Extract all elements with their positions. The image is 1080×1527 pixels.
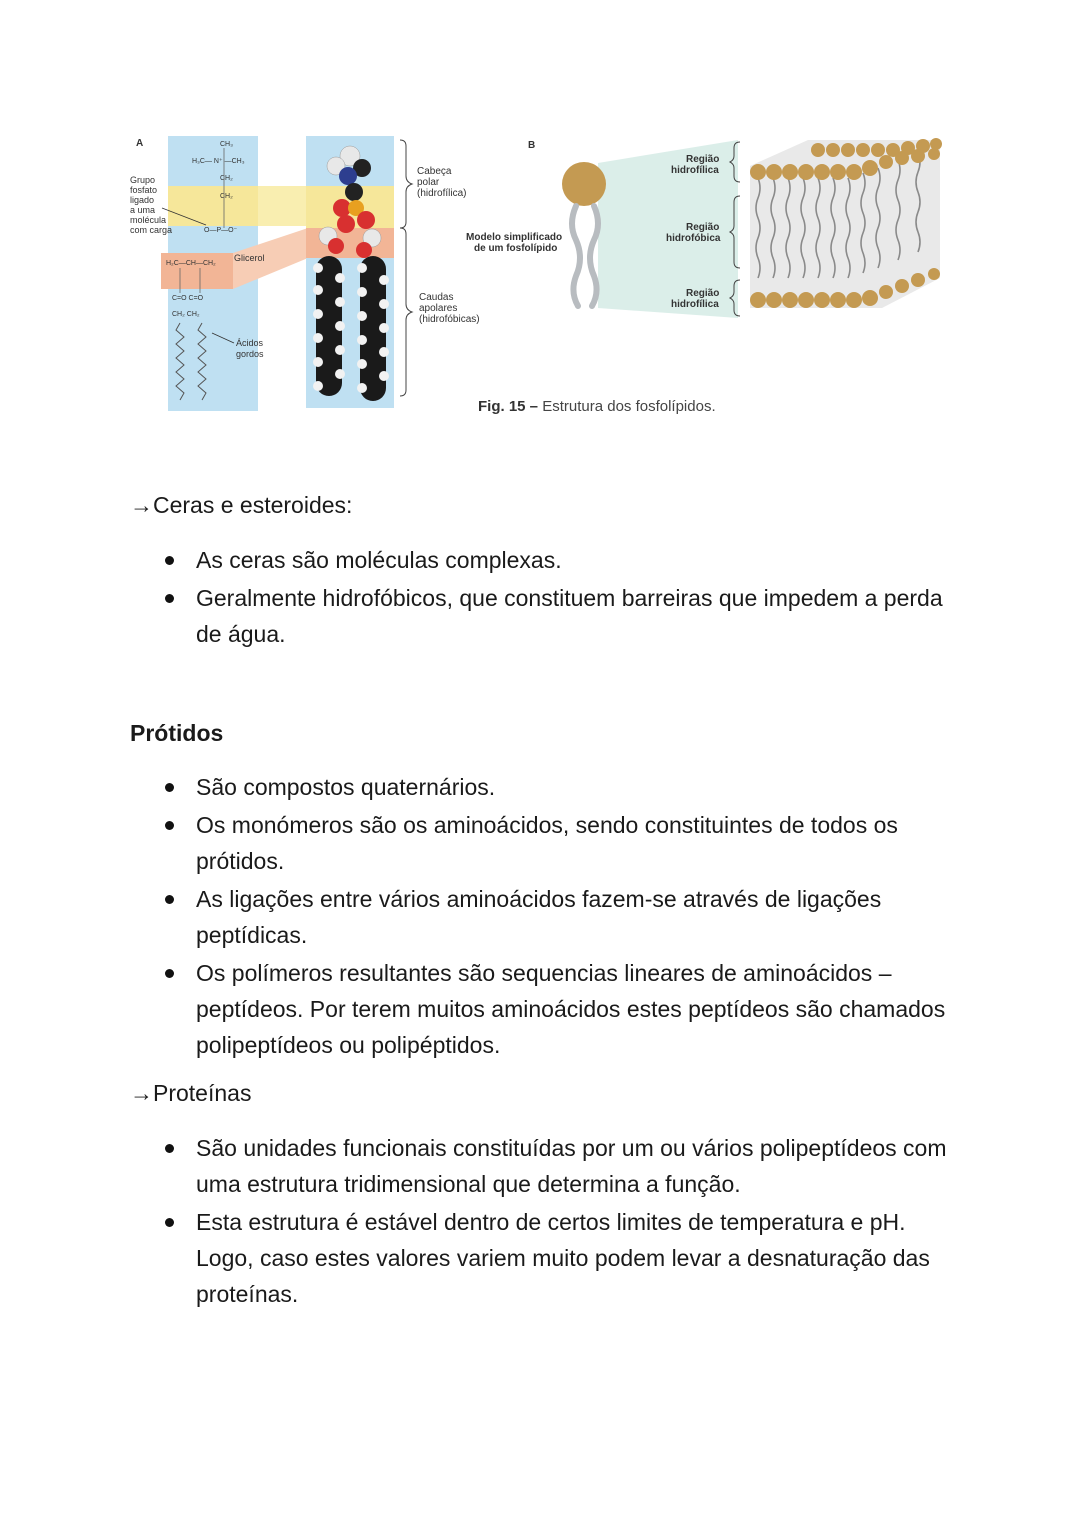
protidos-title: Prótidos (130, 720, 224, 746)
svg-text:Região: Região (686, 154, 720, 165)
list-item: As ligações entre vários aminoácidos fazem-se através de ligações peptídicas. (130, 881, 960, 953)
svg-text:polar: polar (417, 177, 440, 188)
svg-text:molécula: molécula (130, 215, 167, 225)
svg-text:apolares: apolares (419, 303, 458, 314)
caption-number: Fig. 15 – (478, 398, 539, 415)
svg-text:Grupo: Grupo (130, 175, 156, 185)
fatty-acids-label-1: Ácidos (236, 338, 264, 348)
simplified-head-ball (562, 162, 606, 206)
bullet-dot (165, 1144, 174, 1153)
head-brace (400, 140, 412, 228)
svg-text:a uma: a uma (130, 205, 156, 215)
ceras-list (130, 542, 960, 654)
phospholipid-figure (128, 128, 948, 428)
bullet-dot (165, 969, 174, 978)
list-item: São compostos quaternários. (130, 769, 960, 805)
head-label (417, 166, 466, 199)
proteinas-heading: →Proteínas (130, 1080, 252, 1106)
protidos-list (130, 769, 960, 1065)
model-label (466, 232, 562, 254)
simplified-tail-2 (590, 206, 598, 306)
list-item: São unidades funcionais constituídas por um ou vários polipeptídeos com uma estrutura tridimensional que determina a função. (130, 1130, 960, 1202)
list-item: Os monómeros são os aminoácidos, sendo constituintes de todos os prótidos. (130, 807, 960, 879)
svg-text:hidrofílica: hidrofílica (671, 165, 719, 176)
panel-b-letter: B (528, 140, 536, 151)
lipid-bilayer (750, 138, 942, 308)
chem-ch2a: CH₂ (220, 175, 233, 182)
chem-ch2b: CH₂ (220, 193, 233, 200)
bullet-dot (165, 821, 174, 830)
ceras-heading: →Ceras e esteroides: (130, 492, 353, 518)
glycerol-label: Glicerol (234, 253, 265, 263)
svg-text:Região: Região (686, 288, 720, 299)
proteinas-list (130, 1130, 960, 1314)
phosphate-group-label (130, 175, 172, 235)
chem-phosphate: O—P—O⁻ (204, 227, 238, 234)
svg-text:Cabeça: Cabeça (417, 166, 452, 177)
chem-carbonyl: C=O C=O (172, 295, 204, 302)
panel-a-letter: A (136, 138, 144, 149)
svg-text:hidrofílica: hidrofílica (671, 299, 719, 310)
bullet-dot (165, 556, 174, 565)
chem-glycerol-row: H₂C—CH—CH₂ (166, 260, 216, 267)
fatty-acids-label-2: gordos (236, 349, 264, 359)
list-item: Os polímeros resultantes são sequencias lineares de aminoácidos – peptídeos. Por terem muitos aminoácidos estes peptídeos são chamados polipeptídeos ou polipéptidos. (130, 955, 960, 1063)
figure-caption (478, 398, 716, 415)
chem-n-group: H₃C— N⁺ —CH₃ (192, 158, 245, 165)
svg-text:fosfato: fosfato (130, 185, 158, 195)
chem-ch3: CH₃ (220, 141, 233, 148)
panel-a-glycerol-band (161, 253, 233, 289)
tails-brace (400, 228, 412, 396)
chem-ch2c: CH₂ CH₂ (172, 311, 200, 318)
phospholipid-diagram (128, 128, 948, 428)
svg-text:Região: Região (686, 222, 720, 233)
svg-text:Caudas: Caudas (419, 292, 454, 303)
bullet-dot (165, 594, 174, 603)
svg-text:ligado: ligado (130, 195, 155, 205)
list-item: Geralmente hidrofóbicos, que constituem barreiras que impedem a perda de água. (130, 580, 960, 652)
list-item: Esta estrutura é estável dentro de certos limites de temperatura e pH. Logo, caso estes valores variem muito podem levar a desnaturação das proteínas. (130, 1204, 960, 1312)
svg-text:de um fosfolípido: de um fosfolípido (474, 243, 558, 254)
panel-a-phosphate-band (168, 186, 258, 226)
svg-text:Modelo simplificado: Modelo simplificado (466, 232, 563, 243)
caption-text: Estrutura dos fosfolípidos. (538, 398, 716, 415)
simplified-tail-1 (572, 206, 580, 306)
bullet-dot (165, 783, 174, 792)
bullet-dot (165, 1218, 174, 1227)
svg-text:(hidrofílica): (hidrofílica) (417, 188, 467, 199)
bullet-dot (165, 895, 174, 904)
tails-label (419, 292, 480, 325)
svg-text:com carga: com carga (130, 225, 173, 235)
list-item: As ceras são moléculas complexas. (130, 542, 960, 578)
svg-text:(hidrofóbicas): (hidrofóbicas) (419, 314, 480, 325)
svg-text:hidrofóbica: hidrofóbica (666, 233, 721, 244)
